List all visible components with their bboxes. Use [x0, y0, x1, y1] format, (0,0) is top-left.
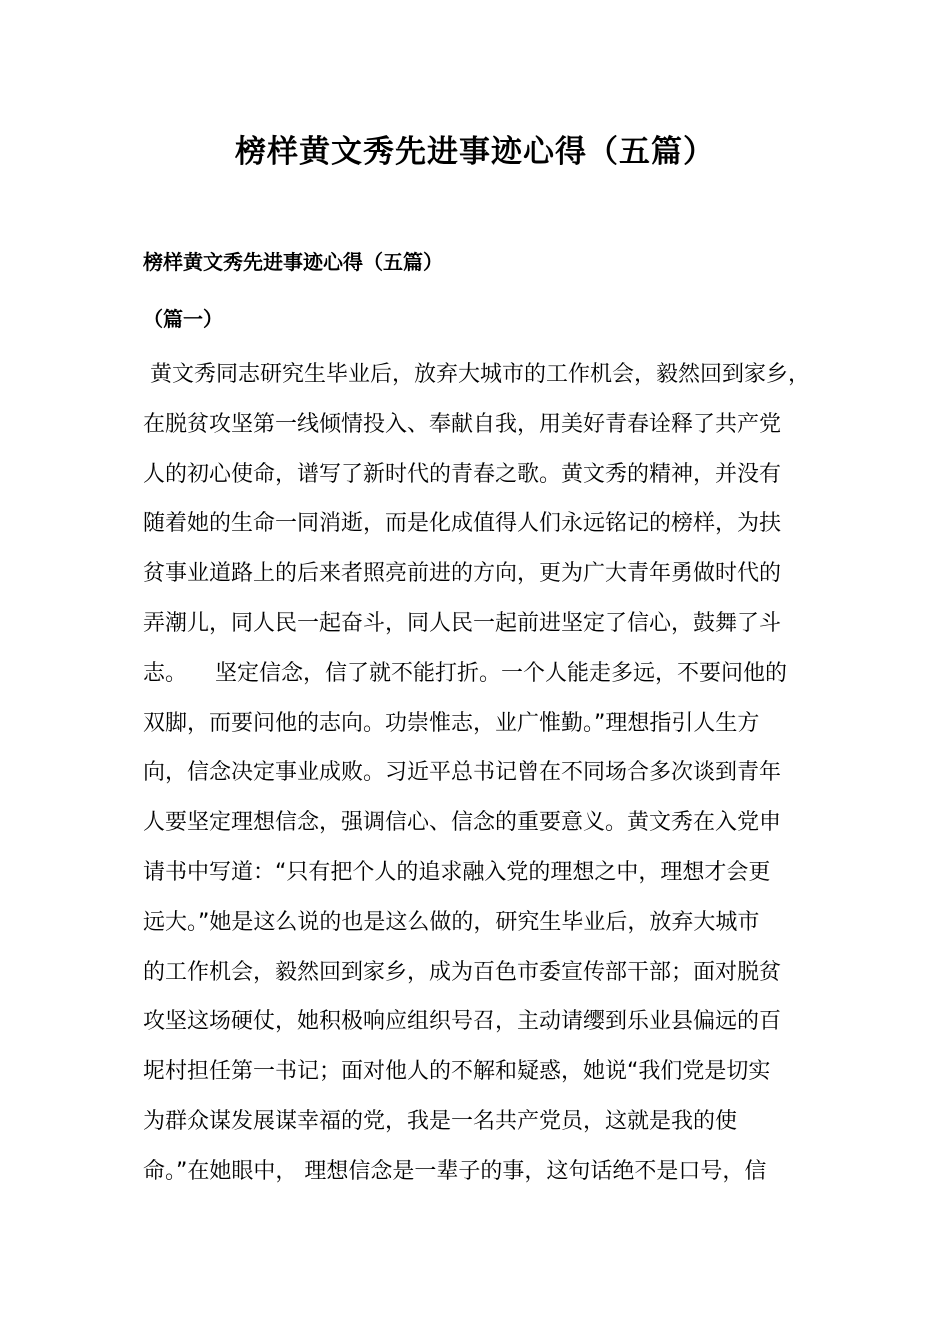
- body-line: 贫事业道路上的后来者照亮前进的方向，更为广大青年勇做时代的: [143, 561, 782, 587]
- section-heading: 榜样黄文秀先进事迹心得（五篇）: [143, 250, 443, 274]
- body-text: [143, 355, 823, 1202]
- body-line: 攻坚这场硬仗，她积极响应组织号召，主动请缨到乐业县偏远的百: [143, 1009, 782, 1035]
- body-line: 请书中写道：“只有把个人的追求融入党的理想之中，理想才会更: [143, 859, 771, 885]
- document-title: 榜样黄文秀先进事迹心得（五篇）: [235, 134, 715, 170]
- body-line: 远大。”她是这么说的也是这么做的，研究生毕业后，放弃大城市: [143, 909, 760, 935]
- part-heading: （篇一）: [143, 307, 223, 331]
- body-line: 坭村担任第一书记；面对他人的不解和疑惑，她说“我们党是切实: [143, 1059, 771, 1085]
- body-line: 随着她的生命一同消逝，而是化成值得人们永远铭记的榜样，为扶: [143, 511, 782, 537]
- body-line: 黄文秀同志研究生毕业后，放弃大城市的工作机会，毅然回到家乡，: [143, 362, 810, 387]
- body-line: 的工作机会，毅然回到家乡，成为百色市委宣传部干部；面对脱贫: [143, 959, 782, 985]
- body-line: 志。 坚定信念，信了就不能打折。一个人能走多远，不要问他的: [143, 660, 787, 686]
- body-line: 弄潮儿，同人民一起奋斗，同人民一起前进坚定了信心，鼓舞了斗: [143, 610, 782, 636]
- body-line: 在脱贫攻坚第一线倾情投入、奉献自我，用美好青春诠释了共产党: [143, 411, 782, 437]
- body-line: 向，信念决定事业成败。习近平总书记曾在不同场合多次谈到青年: [143, 760, 782, 786]
- body-line: 人的初心使命，谱写了新时代的青春之歌。黄文秀的精神，并没有: [143, 461, 782, 487]
- body-line: 为群众谋发展谋幸福的党，我是一名共产党员，这就是我的使: [143, 1108, 738, 1134]
- body-line: 命。”在她眼中， 理想信念是一辈子的事，这句话绝不是口号，信: [143, 1158, 767, 1184]
- body-line: 双脚，而要问他的志向。功崇惟志，业广惟勤。”理想指引人生方: [143, 710, 760, 736]
- body-line: 人要坚定理想信念，强调信心、信念的重要意义。黄文秀在入党申: [143, 810, 782, 836]
